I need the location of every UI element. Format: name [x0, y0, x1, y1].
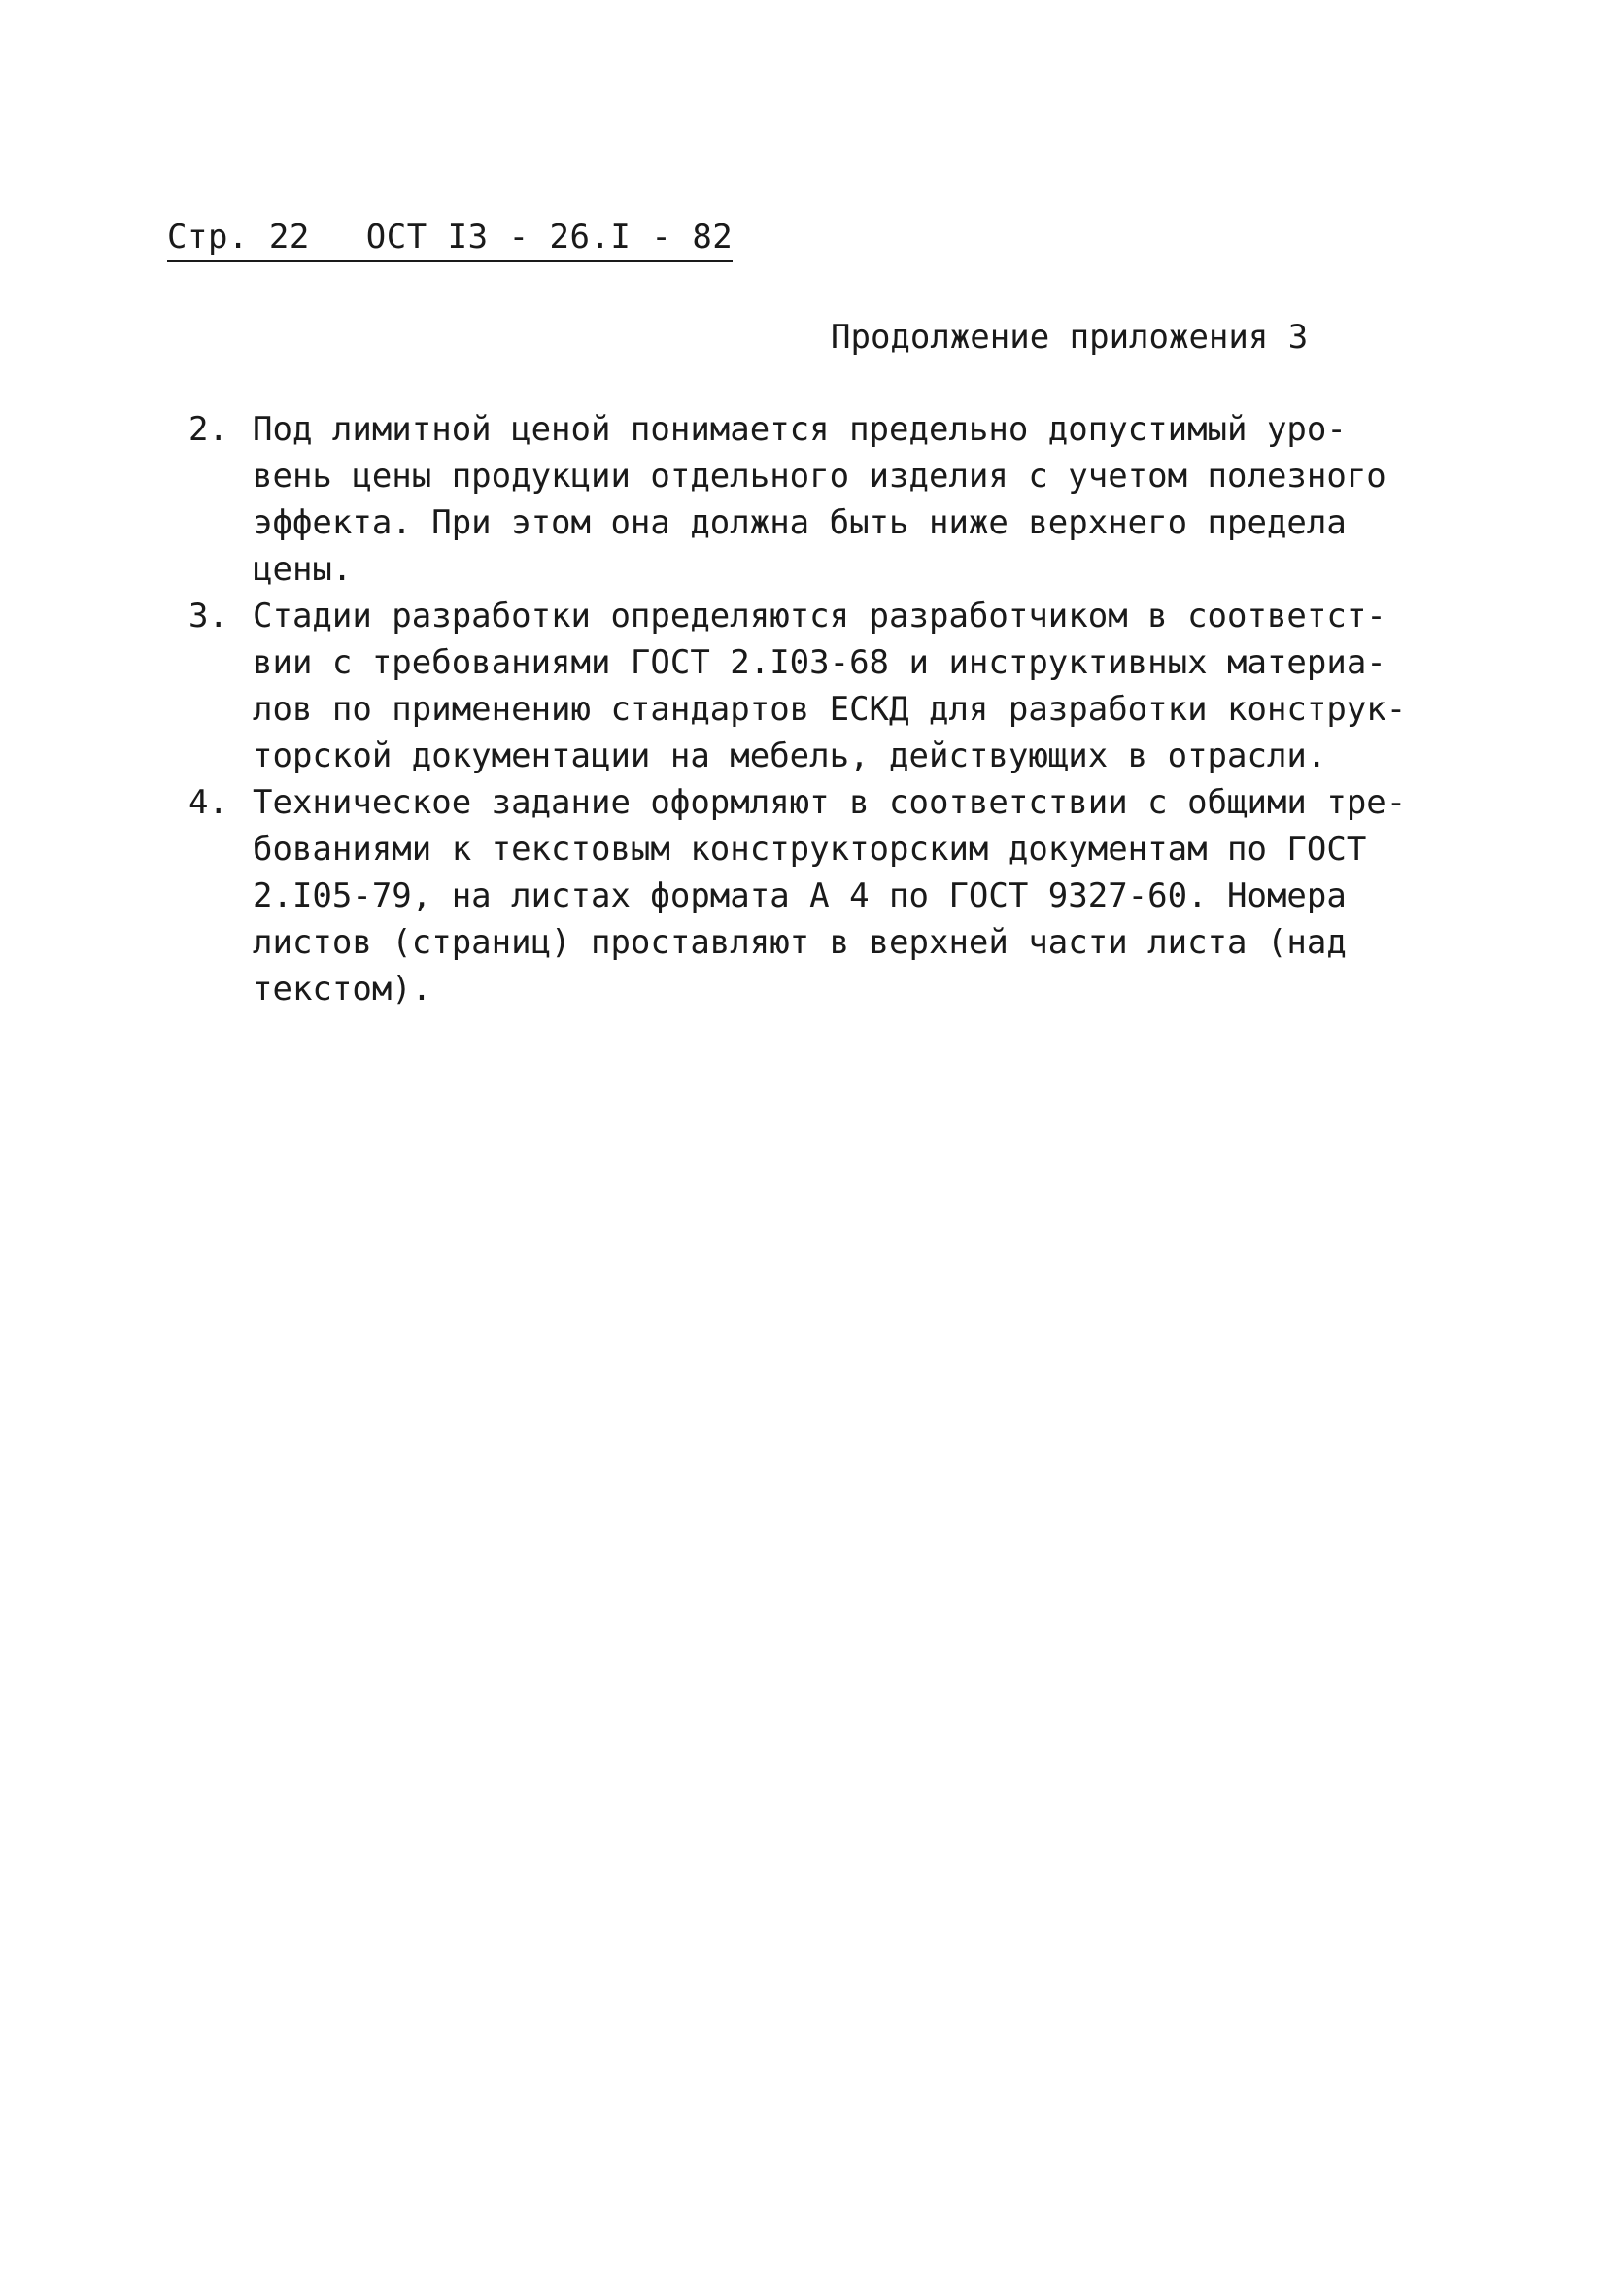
list-item: [188, 779, 1428, 1012]
appendix-continuation: Продолжение приложения 3: [831, 318, 1309, 357]
standard-designation: ОСТ I3 - 26.I - 82: [365, 218, 734, 257]
item-text-line: текстом).: [253, 970, 432, 1009]
item-text-line: бованиями к текстовым конструкторским документам по ГОСТ: [253, 830, 1367, 869]
item-text-line: вень цены продукции отдельного изделия с учетом полезного: [253, 457, 1386, 496]
list-item: [188, 406, 1428, 593]
item-text-line: 2.I05-79, на листах формата А 4 по ГОСТ 9327-60. Номера: [253, 876, 1347, 915]
item-text-line: Под лимитной ценой понимается предельно допустимый уро-: [253, 410, 1347, 449]
page-header: [167, 216, 733, 262]
page-number: Стр. 22: [167, 218, 310, 257]
item-text-line: цены.: [253, 550, 353, 589]
item-number: 4.: [188, 783, 228, 822]
numbered-list: [188, 406, 1428, 1012]
item-number: 2.: [188, 410, 228, 449]
item-text-line: Техническое задание оформляют в соответствии с общими тре-: [253, 783, 1407, 822]
item-text-line: эффекта. При этом она должна быть ниже верхнего предела: [253, 503, 1347, 542]
item-text-line: торской документации на мебель, действующих в отрасли.: [253, 737, 1327, 775]
item-text-line: листов (страниц) проставляют в верхней части листа (над: [253, 923, 1347, 962]
item-text-line: лов по применению стандартов ЕСКД для разработки конструк-: [253, 690, 1407, 729]
list-item: [188, 593, 1428, 779]
item-text-line: Стадии разработки определяются разработчиком в соответст-: [253, 597, 1386, 635]
item-number: 3.: [188, 597, 228, 635]
item-text-line: вии с требованиями ГОСТ 2.I03-68 и инструктивных материа-: [253, 643, 1386, 682]
